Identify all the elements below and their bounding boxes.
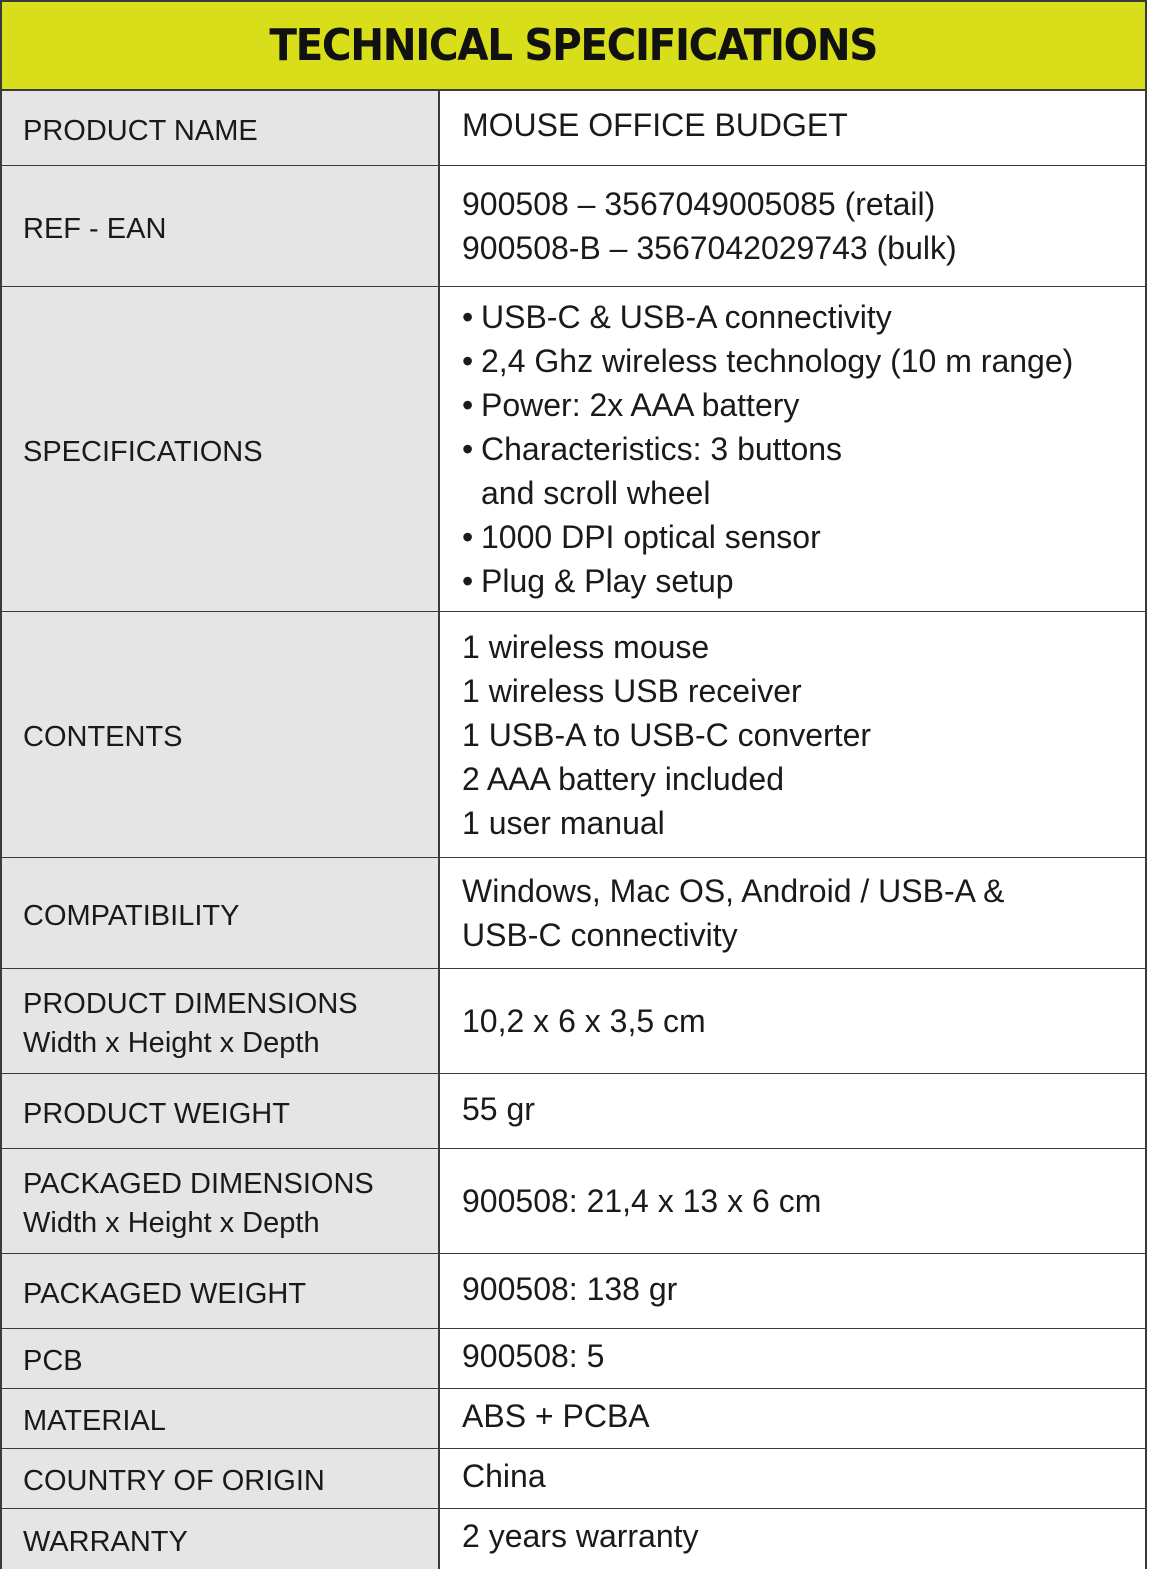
value-line: MOUSE OFFICE BUDGET	[462, 107, 848, 143]
value-line: 10,2 x 6 x 3,5 cm	[462, 1003, 706, 1039]
label-packaged-dimensions	[2, 1149, 440, 1254]
bullet-text: 2,4 Ghz wireless technology (10 m range)	[481, 343, 1074, 379]
page-title: TECHNICAL SPECIFICATIONS	[269, 20, 878, 71]
value-line: 1 user manual	[462, 804, 665, 841]
label-line: PCB	[23, 1345, 83, 1377]
list-item	[462, 515, 1145, 559]
value-line: USB-C connectivity	[462, 917, 738, 953]
value-line: Windows, Mac OS, Android / USB-A &	[462, 873, 1005, 909]
label-packaged-weight	[2, 1254, 440, 1329]
value-ref-ean	[440, 166, 1145, 287]
bullet-icon: •	[462, 563, 474, 599]
bullet-text: and scroll wheel	[481, 475, 711, 511]
label-line: MATERIAL	[23, 1405, 166, 1437]
value-specifications	[440, 287, 1145, 612]
value-line: ABS + PCBA	[462, 1397, 650, 1434]
label-subline: Width x Height x Depth	[23, 1027, 320, 1059]
bullet-icon: •	[462, 387, 474, 423]
value-pcb	[440, 1329, 1145, 1389]
label-line: COMPATIBILITY	[23, 899, 240, 932]
label-line: PACKAGED DIMENSIONS	[23, 1168, 374, 1200]
table-header	[2, 2, 1145, 91]
value-contents	[440, 612, 1145, 858]
label-line: PACKAGED WEIGHT	[23, 1277, 307, 1310]
value-product-name	[440, 91, 1145, 166]
list-item	[462, 295, 1145, 339]
bullet-text: 1000 DPI optical sensor	[481, 519, 821, 555]
value-packaged-weight	[440, 1254, 1145, 1329]
label-compatibility	[2, 858, 440, 969]
label-line: WARRANTY	[23, 1525, 188, 1558]
label-line: PRODUCT WEIGHT	[23, 1097, 290, 1130]
bullet-icon: •	[462, 299, 474, 335]
value-line: 900508: 21,4 x 13 x 6 cm	[462, 1183, 822, 1219]
value-line: China	[462, 1457, 546, 1494]
value-line: 900508 – 3567049005085 (retail)	[462, 186, 936, 222]
label-line: CONTENTS	[23, 721, 183, 753]
value-line: 1 wireless mouse	[462, 628, 710, 665]
bullet-icon: •	[462, 343, 474, 379]
bullet-icon: •	[462, 519, 474, 555]
value-line: 2 years warranty	[462, 1518, 699, 1554]
label-product-weight	[2, 1074, 440, 1149]
label-specifications	[2, 287, 440, 612]
value-line: 2 AAA battery included	[462, 760, 784, 797]
value-compatibility	[440, 858, 1145, 969]
bullet-text: USB-C & USB-A connectivity	[481, 299, 892, 335]
label-line: PRODUCT DIMENSIONS	[23, 988, 358, 1020]
label-warranty	[2, 1509, 440, 1569]
value-product-dimensions	[440, 969, 1145, 1074]
label-line: COUNTRY OF ORIGIN	[23, 1465, 325, 1497]
value-country-of-origin	[440, 1449, 1145, 1509]
value-line: 1 wireless USB receiver	[462, 672, 802, 709]
list-item	[462, 339, 1145, 383]
bullet-icon: •	[462, 431, 474, 467]
value-line: 900508-B – 3567042029743 (bulk)	[462, 230, 957, 266]
list-item	[462, 427, 1145, 515]
list-item	[462, 559, 1145, 603]
value-material	[440, 1389, 1145, 1449]
list-item	[462, 383, 1145, 427]
bullet-text: Power: 2x AAA battery	[481, 387, 800, 423]
value-product-weight	[440, 1074, 1145, 1149]
value-line: 900508: 138 gr	[462, 1271, 678, 1307]
label-contents	[2, 612, 440, 858]
bullet-text: Plug & Play setup	[481, 563, 734, 599]
label-country-of-origin	[2, 1449, 440, 1509]
value-packaged-dimensions	[440, 1149, 1145, 1254]
value-line: 1 USB-A to USB-C converter	[462, 716, 872, 753]
label-product-dimensions	[2, 969, 440, 1074]
label-ref-ean	[2, 166, 440, 287]
value-line: 900508: 5	[462, 1337, 605, 1374]
label-line: SPECIFICATIONS	[23, 435, 263, 468]
bullet-text: Characteristics: 3 buttons	[481, 431, 843, 467]
label-product-name	[2, 91, 440, 166]
label-line: PRODUCT NAME	[23, 114, 258, 147]
value-warranty	[440, 1509, 1145, 1569]
label-material	[2, 1389, 440, 1449]
value-line: 55 gr	[462, 1091, 535, 1127]
label-subline: Width x Height x Depth	[23, 1207, 320, 1239]
label-line: REF - EAN	[23, 212, 167, 245]
label-pcb	[2, 1329, 440, 1389]
